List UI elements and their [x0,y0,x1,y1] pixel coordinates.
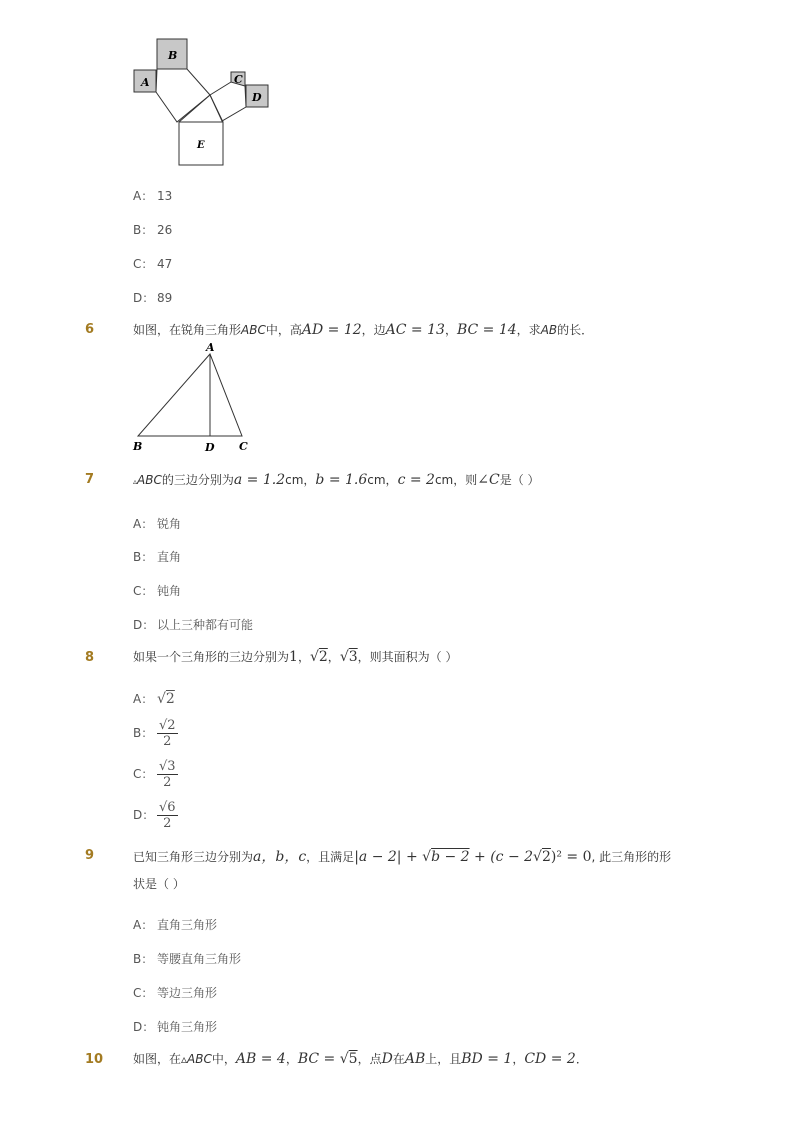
q8-option-d[interactable]: D： $\frac{√6}{2}$ [133,800,176,831]
q9-option-d[interactable]: D： 钝角三角形 [133,1020,218,1034]
square-right-white [210,82,246,121]
label-e: E [197,140,205,151]
q9-option-c[interactable]: C： 等边三角形 [133,986,218,1000]
label-a: A [141,76,150,89]
label-a: A [206,341,215,354]
label-c: C [239,440,248,453]
question-number-10: 10 [85,1052,104,1067]
q5-option-c[interactable]: C： 47 [133,257,173,271]
q8-option-b[interactable]: B： $\frac{√2}{2}$ [133,718,176,749]
q7-option-a[interactable]: A： 锐角 [133,517,182,531]
question-6-text: 如图，在锐角三角形ABC中，高AD = 12，边AC = 13，BC = 14，求AB的长． [133,322,594,338]
label-d: D [205,441,215,454]
q9-option-a[interactable]: A： 直角三角形 [133,918,218,932]
label-b: B [133,440,143,453]
question-number-9: 9 [85,848,95,863]
question-number-6: 6 [85,322,95,337]
q7-option-c[interactable]: C： 钝角 [133,584,182,598]
question-number-8: 8 [85,650,95,665]
q7-option-d[interactable]: D： 以上三种都有可能 [133,618,254,632]
square-left-white [156,69,210,122]
question-8-text: 如果一个三角形的三边分别为1，√2，√3，则其面积为（ ） [133,649,458,665]
question-9-text-line1: 已知三角形三边分别为a，b，c，且满足|a − 2| + √b − 2 + (c − 2√2)² = 0, 此三角形的形 [133,849,672,865]
q9-option-b[interactable]: B： 等腰直角三角形 [133,952,242,966]
q8-option-c[interactable]: C： $\frac{√3}{2}$ [133,759,176,790]
pythagoras-squares-figure [130,35,275,170]
triangle-abc [138,354,242,436]
label-c: C [234,73,243,86]
label-b: B [168,49,178,62]
triangle-abc-figure [128,340,258,456]
q8-option-a[interactable]: A： √2 [133,691,175,707]
question-7-text: ▵ABC的三边分别为a = 1.2cm，b = 1.6cm，c = 2cm，则∠C是（ ） [133,472,540,488]
question-10-text: 如图，在▵ABC中，AB = 4，BC = √5，点D在AB上，且BD = 1，CD = 2． [133,1051,588,1067]
q5-option-b[interactable]: B： 26 [133,223,173,237]
label-d: D [252,91,262,104]
q5-option-a[interactable]: A： 13 [133,189,173,203]
q7-option-b[interactable]: B： 直角 [133,550,182,564]
question-number-7: 7 [85,472,95,487]
question-9-text-line2: 状是（ ） [133,877,185,891]
q5-option-d[interactable]: D： 89 [133,291,173,305]
